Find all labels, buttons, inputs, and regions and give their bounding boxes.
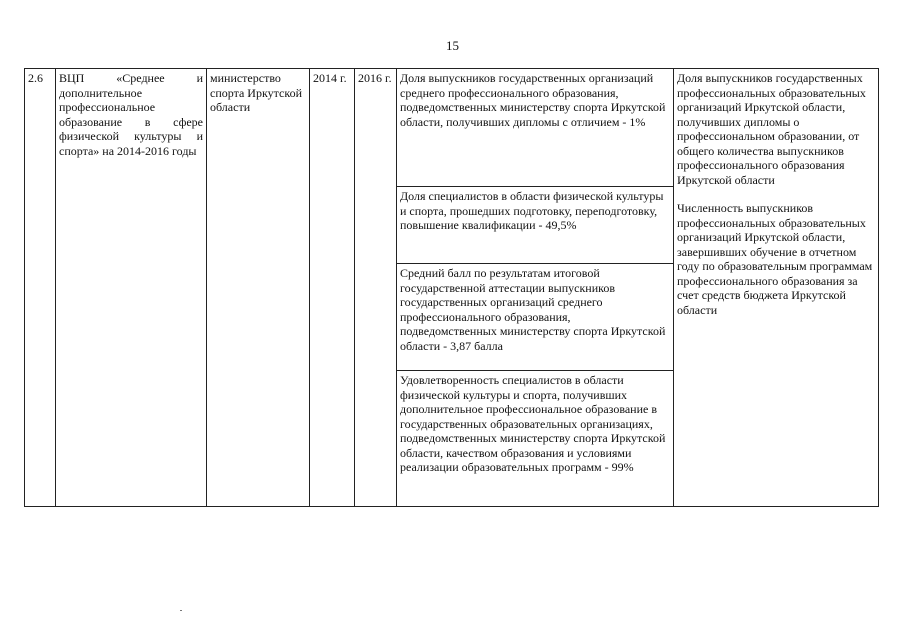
indicator-text: Численность выпускников профессиональных образовательных организаций Иркутской области, завершивших обучение в отчетном году по образовательным программам профессионального образования за счет средств бюджета Иркутской области: [677, 201, 873, 317]
executor-cell: [207, 69, 310, 507]
end-year-cell: [355, 69, 397, 507]
program-name: ВЦП «Среднее и дополнительное профессиональное образование в сфере физической культуры и спорта» на 2014-2016 годы: [59, 71, 203, 158]
executor-name: министерство спорта Иркутской области: [210, 71, 302, 114]
row-number: 2.6: [28, 71, 43, 85]
result-text: Удовлетворенность специалистов в области физической культуры и спорта, получивших дополнительное профессиональное образование в государственных образовательных организациях, подведомственных министерству спорта Иркутской области, качеством образования и условиями реализации образовательных программ - 99%: [400, 373, 666, 474]
result-cell: [397, 69, 674, 187]
result-cell: [397, 371, 674, 507]
result-cell: [397, 264, 674, 371]
result-text: Средний балл по результатам итоговой государственной аттестации выпускников государственных организаций среднего профессионального образования, подведомственных министерству спорта Иркутской области - 3,87 балла: [400, 266, 666, 353]
table-row: [25, 69, 879, 187]
page-number: 15: [446, 38, 459, 53]
result-text: Доля выпускников государственных организаций среднего профессионального образования, подведомственных министерству спорта Иркутской области, получивших дипломы с отличием - 1%: [400, 71, 666, 129]
result-cell: [397, 187, 674, 264]
end-year: 2016 г.: [358, 71, 392, 85]
start-year-cell: [310, 69, 355, 507]
program-name-cell: [56, 69, 207, 507]
indicators-cell: [674, 69, 879, 507]
row-number-cell: [25, 69, 56, 507]
program-table: [24, 68, 879, 507]
start-year: 2014 г.: [313, 71, 347, 85]
indicator-text: Доля выпускников государственных профессиональных образовательных организаций Иркутской области, получивших дипломы о профессиональном образовании, от общего количества выпускников профессионального образования Иркутской области: [677, 71, 866, 187]
scan-artifact: [180, 610, 182, 611]
result-text: Доля специалистов в области физической культуры и спорта, прошедших подготовку, переподготовку, повышение квалификации - 49,5%: [400, 189, 664, 232]
